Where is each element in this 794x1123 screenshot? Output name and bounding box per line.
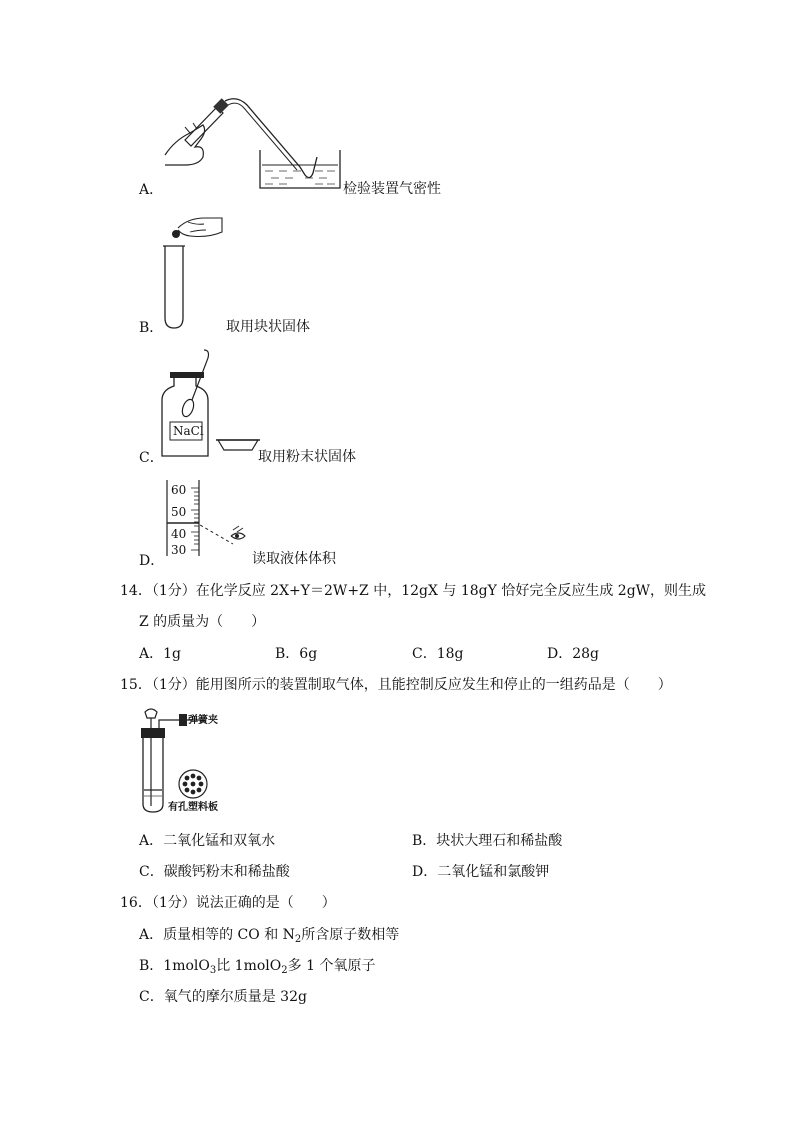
q14-choice-a[interactable]: A．1g: [139, 646, 181, 662]
option-c-caption: 取用粉末状固体: [258, 449, 356, 465]
powder-solid-figure: [160, 348, 280, 463]
tick-30: 30: [171, 543, 187, 557]
q15-choice-d[interactable]: D．二氧化锰和氯酸钾: [412, 864, 550, 880]
tick-40: 40: [171, 527, 187, 541]
q16-choice-b-pre: B．1molO: [139, 958, 210, 974]
q16-choice-a-sub: 2: [294, 934, 302, 945]
q14-choice-d[interactable]: D．28g: [547, 646, 600, 662]
option-b-letter: B．: [139, 320, 164, 336]
q15-choice-c[interactable]: C．碳酸钙粉末和稀盐酸: [139, 864, 290, 880]
tick-50: 50: [171, 505, 187, 519]
q16-choice-b-sub2: 2: [281, 965, 288, 976]
q16-stem: 16．（1分）说法正确的是（ ）: [120, 895, 336, 911]
airtightness-check-figure: [155, 95, 355, 195]
option-d-caption: 读取液体体积: [252, 551, 336, 567]
q14-choice-b[interactable]: B．6g: [275, 646, 318, 662]
plate-label: 有孔塑料板: [168, 802, 218, 813]
option-c-letter: C．: [139, 450, 164, 466]
q14-choice-c[interactable]: C．18g: [412, 646, 464, 662]
q16-choice-b-sub1: 3: [209, 965, 217, 976]
option-a-caption: 检验装置气密性: [343, 181, 441, 197]
tick-60: 60: [171, 483, 187, 497]
q15-choice-b[interactable]: B．块状大理石和稀盐酸: [412, 833, 563, 849]
solid-block-figure: [160, 208, 230, 333]
option-b-caption: 取用块状固体: [226, 319, 310, 335]
q16-choice-b[interactable]: [139, 958, 375, 974]
q15-stem: 15．（1分）能用图所示的装置制取气体，且能控制反应发生和停止的一组药品是（ ）: [120, 677, 672, 693]
q16-choice-b-mid: 比 1molO: [216, 958, 282, 974]
q16-choice-a[interactable]: [139, 927, 399, 943]
q14-stem-line1: 14．（1分）在化学反应 2X+Y＝2W+Z 中，12gX 与 18gY 恰好完全反应生成 2gW，则生成: [120, 583, 707, 599]
nacl-label: NaCl: [173, 424, 204, 438]
option-a-letter: A．: [139, 182, 164, 198]
clamp-label: 弹簧夹: [188, 715, 218, 726]
option-d-letter: D．: [139, 553, 165, 569]
q15-choice-a[interactable]: A．二氧化锰和双氧水: [139, 833, 276, 849]
q16-choice-a-post: 所含原子数相等: [301, 927, 400, 943]
q16-choice-c[interactable]: C．氧气的摩尔质量是 32g: [139, 989, 307, 1005]
q16-choice-b-post: 多 1 个氧原子: [287, 958, 376, 974]
q16-choice-a-pre: A．质量相等的 CO 和 N: [139, 927, 295, 943]
q14-stem-line2: Z 的质量为（ ）: [139, 614, 266, 630]
